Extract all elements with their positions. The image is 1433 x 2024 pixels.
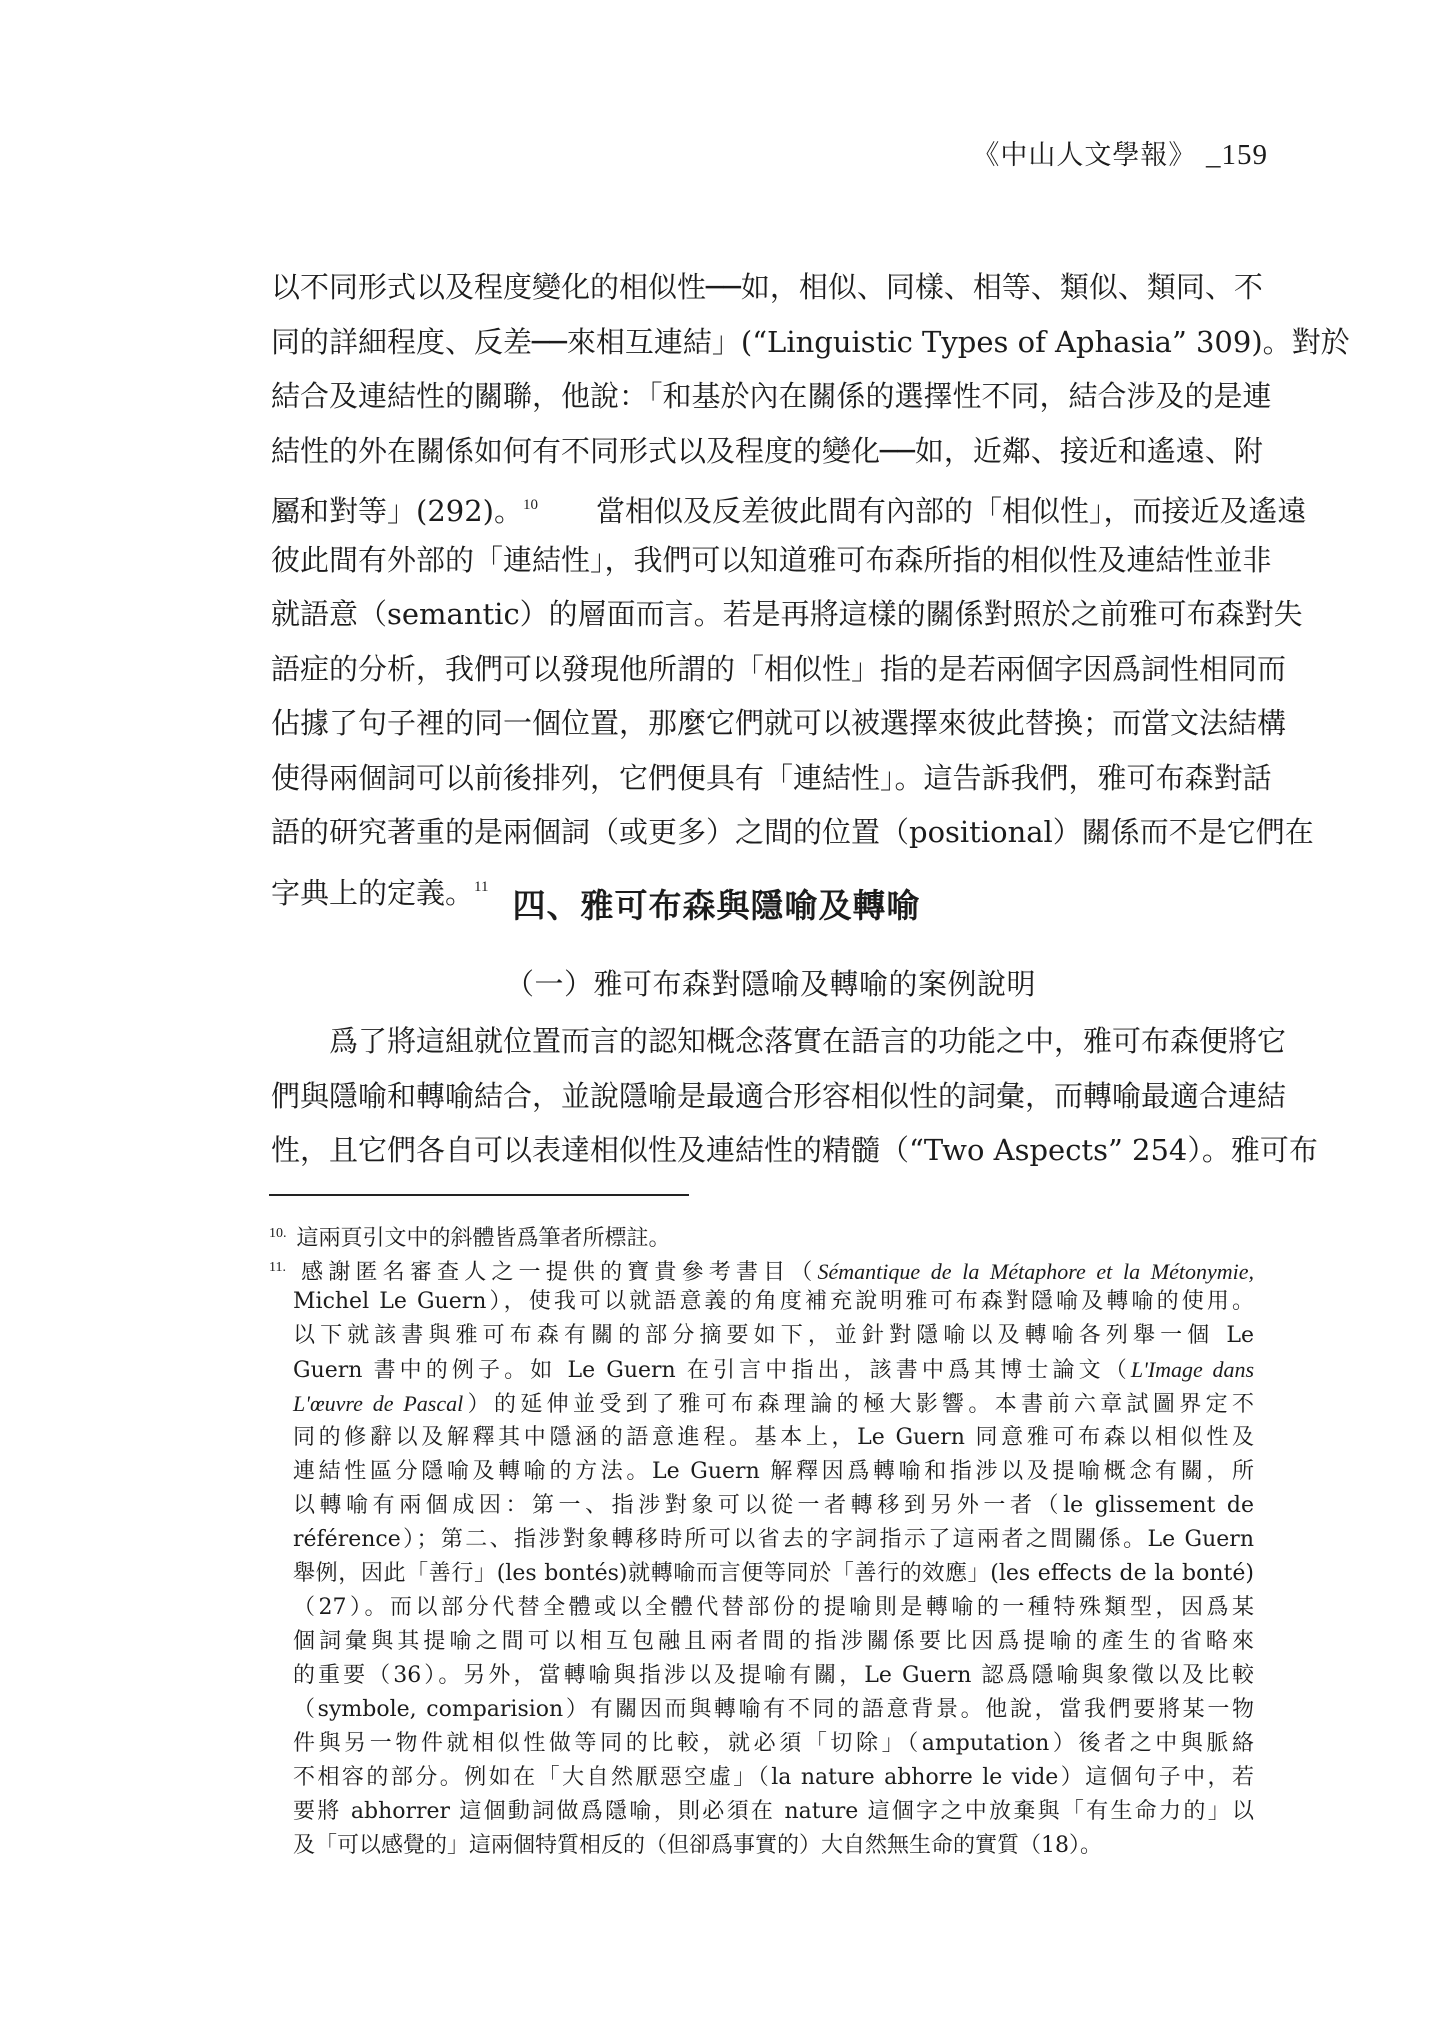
footnote-mark-10: 10: [522, 497, 538, 513]
body-line: 以不同形式以及程度變化的相似性──如，相似、同樣、相等、類似、類同、不: [271, 270, 1263, 304]
footnote-11-line: （symbole, comparision）有關因而與轉喻有不同的語意背景。他說，當我們要將某一物: [293, 1697, 1254, 1722]
page-number: _159: [1206, 139, 1268, 171]
footnote-11-line: 及「可以感覺的」這兩個特質相反的（但卻爲事實的）大自然無生命的實質（18）。: [293, 1833, 1102, 1858]
footnote-number: 10.: [269, 1226, 287, 1241]
body-text-top: [271, 270, 1350, 926]
body-line: [271, 490, 1307, 528]
footnote-11-line: 連結性區分隱喻及轉喻的方法。Le Guern 解釋因爲轉喻和指涉以及提喻概念有關，所: [293, 1459, 1254, 1484]
cited-title: L'Image dans: [1130, 1357, 1255, 1382]
footnote-divider: [269, 1194, 689, 1196]
footnote-11-line: 件與另一物件就相似性做等同的比較，就必須「切除」（amputation）後者之中與脈絡: [293, 1731, 1254, 1756]
footnote-11-line: 要將 abhorrer 這個動詞做爲隱喻，則必須在 nature 這個字之中放棄與「有生命力的」以: [293, 1799, 1254, 1824]
footnote-11-line: [269, 1256, 1254, 1285]
subsection-title: （一）雅可布森對隱喻及轉喻的案例說明: [505, 967, 1037, 1001]
footnote-11-line: référence）；第二、指涉對象轉移時所可以省去的字詞指示了這兩者之間關係。Le Guern: [293, 1527, 1254, 1552]
body-line-fragment: 當相似及反差彼此間有內部的「相似性」，而接近及遙遠: [595, 494, 1307, 528]
section-title: 四、雅可布森與隱喻及轉喻: [512, 886, 921, 925]
body-text-bottom: [271, 1024, 1318, 1190]
body-line: 就語意（semantic）的層面而言。若是再將這樣的關係對照於之前雅可布森對失: [271, 597, 1303, 631]
body-line-fragment: 字典上的定義。: [271, 875, 475, 910]
journal-title: 《中山人文學報》: [972, 140, 1197, 171]
body-line: 們與隱喻和轉喻結合，並說隱喻是最適合形容相似性的詞彙，而轉喻最適合連結: [271, 1078, 1287, 1113]
footnote-text: ）的延伸並受到了雅可布森理論的極大影響。本書前六章試圖界定不: [463, 1392, 1254, 1417]
body-line-fragment: 屬和對等」(292)。: [271, 494, 523, 528]
footnote-11-line: 以下就該書與雅可布森有關的部分摘要如下，並針對隱喻以及轉喻各列舉一個 Le: [293, 1323, 1254, 1348]
running-head: [972, 133, 1268, 172]
footnote-11-line: 舉例，因此「善行」(les bontés)就轉喻而言便等同於「善行的效應」(les effects de la bonté): [293, 1561, 1254, 1586]
body-line: 佔據了句子裡的同一個位置，那麼它們就可以被選擇來彼此替換；而當文法結構: [271, 706, 1287, 740]
body-line: 性，且它們各自可以表達相似性及連結性的精髓（“Two Aspects” 254）。雅可布: [271, 1133, 1318, 1167]
footnote-text: 感謝匿名審查人之一提供的寶貴參考書目（: [295, 1260, 818, 1285]
footnote-11-line: [269, 1392, 1254, 1416]
body-line: 彼此間有外部的「連結性」，我們可以知道雅可布森所指的相似性及連結性並非: [271, 542, 1272, 577]
body-line: 結性的外在關係如何有不同形式以及程度的變化──如，近鄰、接近和遙遠、附: [271, 433, 1263, 468]
footnote-10: [269, 1222, 1254, 1251]
footnote-text: Guern 書中的例子。如 Le Guern 在引言中指出，該書中爲其博士論文（: [293, 1358, 1131, 1383]
footnote-11-line: 同的修辭以及解釋其中隱涵的語意進程。基本上，Le Guern 同意雅可布森以相似性及: [293, 1425, 1254, 1450]
footnote-11-line: 個詞彙與其提喻之間可以相互包融且兩者間的指涉關係要比因爲提喻的產生的省略來: [293, 1629, 1254, 1654]
footnote-11-line: 以轉喻有兩個成因：第一、指涉對象可以從一者轉移到另外一者（le glissement de: [293, 1493, 1254, 1518]
footnote-11-line: Michel Le Guern），使我可以就語意義的角度補充說明雅可布森對隱喻及轉喻的使用。: [293, 1289, 1254, 1314]
cited-title: Sémantique de la Métaphore et la Métonymie,: [817, 1259, 1254, 1284]
body-line: 爲了將這組就位置而言的認知概念落實在語言的功能之中，雅可布森便將它: [329, 1024, 1287, 1058]
footnotes: [269, 1222, 1254, 1868]
footnote-mark-11: 11: [474, 878, 489, 895]
body-line: 結合及連結性的關聯，他說：「和基於內在關係的選擇性不同，結合涉及的是連: [271, 379, 1272, 413]
footnote-text: 這兩頁引文中的斜體皆爲筆者所標註。: [296, 1226, 671, 1251]
footnote-11-line: （27）。而以部分代替全體或以全體代替部份的提喻則是轉喻的一種特殊類型，因爲某: [293, 1595, 1254, 1620]
body-line: 使得兩個詞可以前後排列，它們便具有「連結性」。這告訴我們，雅可布森對話: [271, 760, 1272, 795]
footnote-11-line: [269, 1358, 1254, 1382]
body-line: 語症的分析，我們可以發現他所謂的「相似性」指的是若兩個字因爲詞性相同而: [271, 651, 1287, 686]
body-line: 語的研究著重的是兩個詞（或更多）之間的位置（positional）關係而不是它們在: [271, 815, 1314, 849]
cited-title: L'œuvre de Pascal: [293, 1391, 464, 1416]
body-line: 同的詳細程度、反差──來相互連結」(“Linguistic Types of Aphasia” 309)。對於: [271, 324, 1350, 359]
footnote-11-line: 的重要（36）。另外，當轉喻與指涉以及提喻有關，Le Guern 認爲隱喻與象徵以及比較: [293, 1663, 1254, 1688]
footnote-number: 11.: [269, 1260, 286, 1275]
footnote-11-line: 不相容的部分。例如在「大自然厭惡空虛」（la nature abhorre le vide）這個句子中，若: [293, 1765, 1254, 1790]
